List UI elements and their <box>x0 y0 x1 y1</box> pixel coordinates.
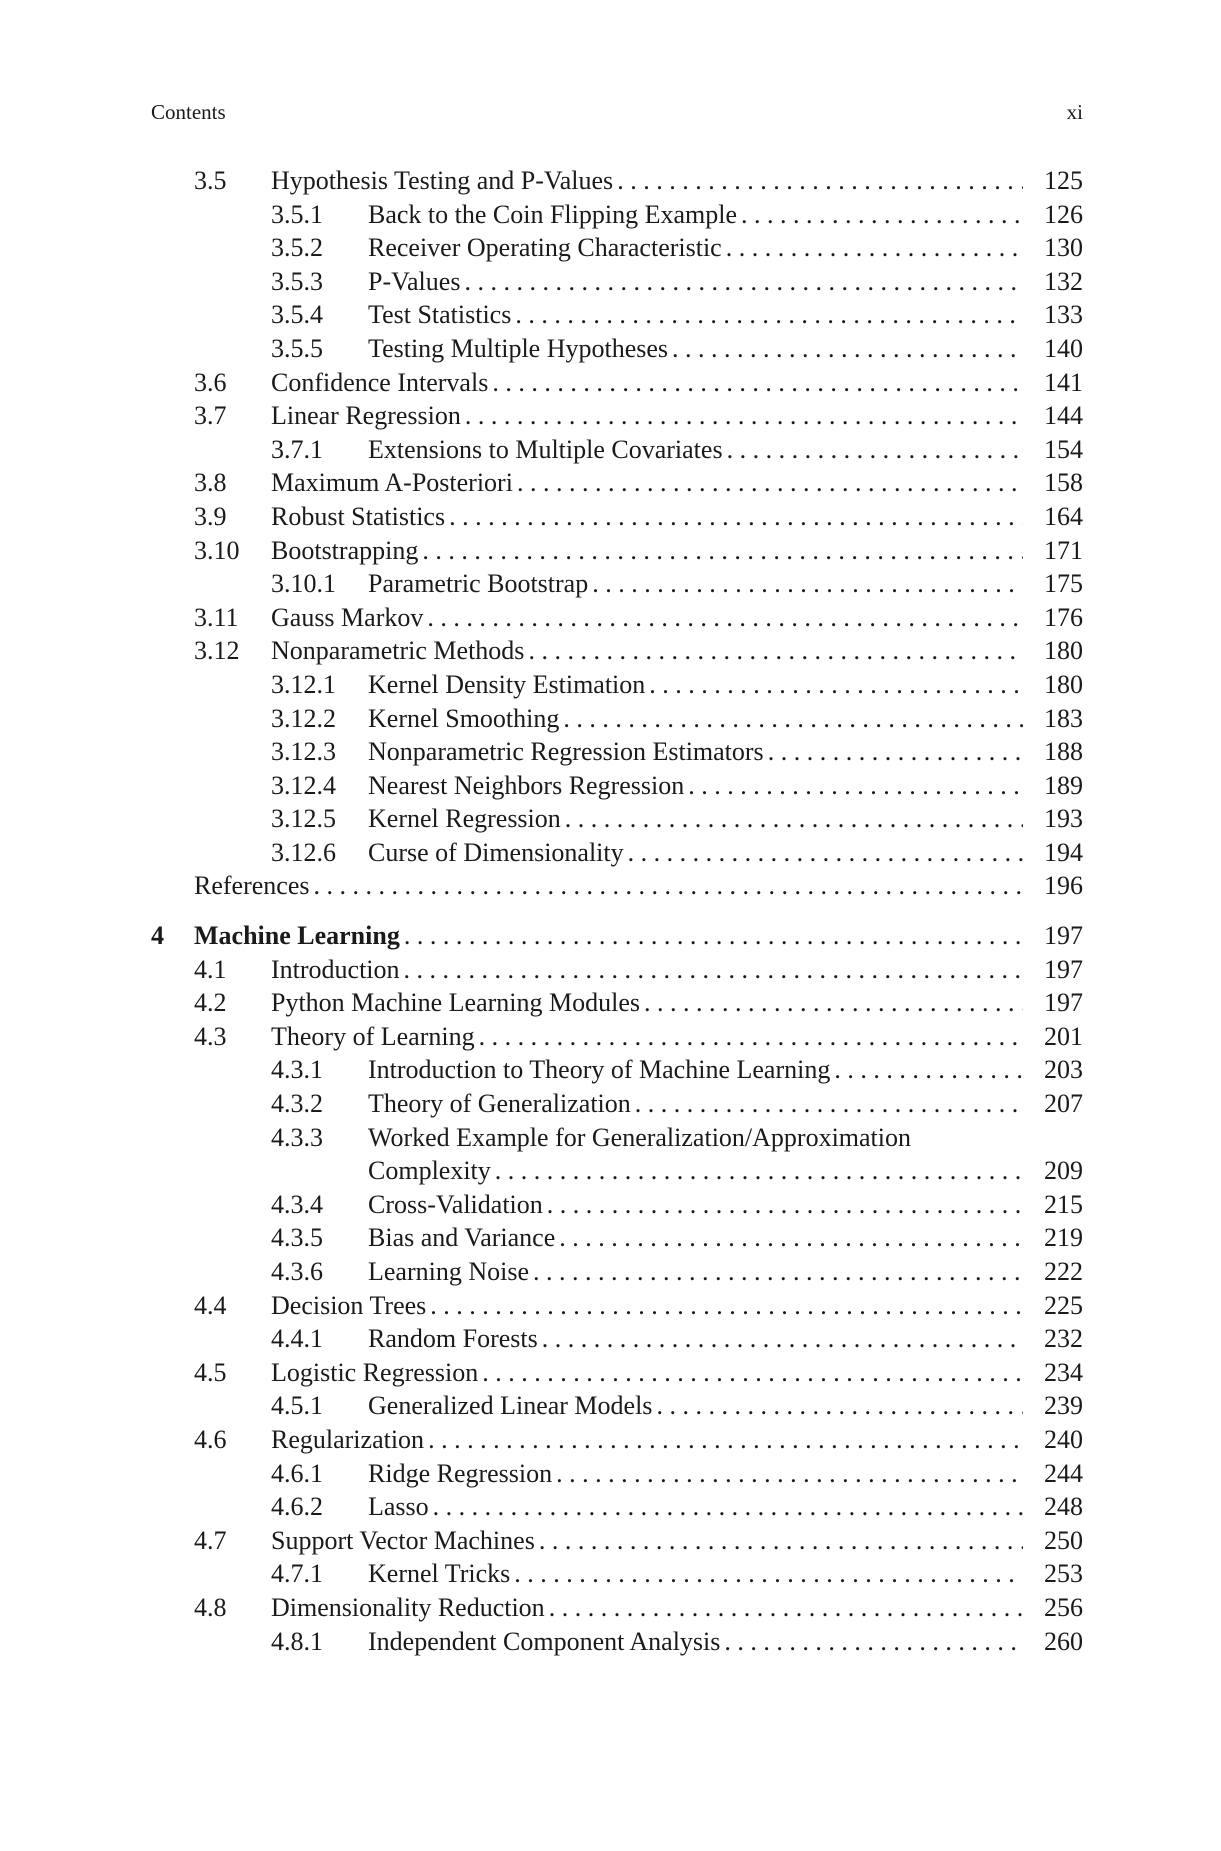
toc-entry-page: 256 <box>1044 1592 1083 1622</box>
dot-leader <box>768 735 1023 769</box>
dot-leader <box>649 668 1023 702</box>
toc-entry[interactable] <box>151 668 1083 702</box>
toc-entry-title: References <box>194 871 310 901</box>
toc-entry[interactable] <box>151 1053 1083 1087</box>
toc-entry-body <box>194 919 1083 953</box>
toc-entry-body <box>271 366 1083 400</box>
toc-entry-number: 3.11 <box>194 602 239 632</box>
dot-leader <box>592 567 1023 601</box>
toc-entry-page: 196 <box>1044 871 1083 901</box>
toc-entry-page: 193 <box>1044 804 1083 834</box>
toc-entry-body <box>271 1356 1083 1390</box>
toc-entry-page: 234 <box>1044 1357 1083 1387</box>
toc-entry-page: 154 <box>1044 434 1083 464</box>
toc-entry-body <box>368 802 1083 836</box>
dot-leader <box>565 802 1023 836</box>
dot-leader <box>427 601 1023 635</box>
toc-entry-page: 253 <box>1044 1559 1083 1589</box>
dot-leader <box>433 1490 1023 1524</box>
toc-entry-page: 219 <box>1044 1223 1083 1253</box>
toc-entry-body <box>368 836 1083 870</box>
toc-entry[interactable] <box>151 1591 1083 1625</box>
toc-entry-body <box>368 1053 1083 1087</box>
toc-entry-number: 4.5 <box>194 1357 227 1387</box>
toc-entry-page: 197 <box>1044 988 1083 1018</box>
dot-leader <box>547 1188 1023 1222</box>
toc-entry[interactable] <box>151 1087 1083 1121</box>
toc-entry-number: 4.3.5 <box>271 1223 323 1253</box>
toc-entry-number: 4.3.1 <box>271 1055 323 1085</box>
toc-entry-body <box>368 668 1083 702</box>
toc-entry-title: Nonparametric Methods <box>271 636 525 666</box>
dot-leader <box>515 298 1023 332</box>
toc-entry-body <box>368 702 1083 736</box>
toc-entry-page: 158 <box>1044 468 1083 498</box>
toc-entry-body <box>368 1625 1083 1659</box>
dot-leader <box>422 534 1023 568</box>
toc-entry-body <box>368 735 1083 769</box>
dot-leader <box>556 1457 1023 1491</box>
toc-entry[interactable] <box>151 601 1083 635</box>
toc-entry-page: 144 <box>1044 401 1083 431</box>
toc-entry-title: Parametric Bootstrap <box>368 569 589 599</box>
toc-entry-page: 164 <box>1044 501 1083 531</box>
toc-entry-body <box>368 433 1083 467</box>
toc-entry-title: Curse of Dimensionality <box>368 837 624 867</box>
toc-entry-number: 4.4.1 <box>271 1324 323 1354</box>
toc-entry-body <box>271 534 1083 568</box>
toc-entry-page: 232 <box>1044 1324 1083 1354</box>
toc-entry-body <box>271 634 1083 668</box>
toc-entry[interactable] <box>151 366 1083 400</box>
toc-entry[interactable] <box>151 634 1083 668</box>
toc-entry-title: Receiver Operating Characteristic <box>368 233 722 263</box>
toc-entry-body <box>271 601 1083 635</box>
toc-entry-body <box>271 500 1083 534</box>
toc-entry-title: Kernel Smoothing <box>368 703 560 733</box>
toc-entry-number: 4.8.1 <box>271 1626 323 1656</box>
toc-entry-title: Learning Noise <box>368 1257 530 1286</box>
toc-entry-title: Confidence Intervals <box>271 367 489 397</box>
dot-leader <box>559 1221 1023 1255</box>
toc-entry[interactable] <box>151 1457 1083 1491</box>
toc-entry[interactable] <box>151 332 1083 366</box>
toc-entry[interactable] <box>151 1557 1083 1591</box>
toc-chapter-entry[interactable] <box>151 919 1083 953</box>
toc-entry-title: Bootstrapping <box>271 535 419 565</box>
dot-leader <box>635 1087 1023 1121</box>
toc-entry-number: 3.5.4 <box>271 300 323 330</box>
toc-entry-continuation[interactable] <box>151 1154 1083 1188</box>
dot-leader <box>430 1289 1023 1323</box>
toc-entry[interactable] <box>151 802 1083 836</box>
dot-leader <box>688 769 1023 803</box>
toc-entry[interactable] <box>151 1490 1083 1524</box>
toc-entry-number: 3.12.2 <box>271 703 336 733</box>
dot-leader <box>528 634 1023 668</box>
toc-entry-number: 3.9 <box>194 501 227 531</box>
dot-leader <box>428 1423 1023 1457</box>
toc-entry[interactable] <box>151 1322 1083 1356</box>
toc-entry-number: 4.3.2 <box>271 1089 323 1119</box>
toc-entry-page: 201 <box>1044 1021 1083 1051</box>
toc-entry-page: 203 <box>1044 1055 1083 1085</box>
toc-entry-page: 175 <box>1044 569 1083 599</box>
toc-entry-body <box>368 769 1083 803</box>
toc-entry-title: Kernel Density Estimation <box>368 669 646 699</box>
toc-entry-body <box>368 298 1083 332</box>
toc-entry-number: 3.6 <box>194 367 227 397</box>
toc-entry-body <box>271 1591 1083 1625</box>
toc-entry-number: 3.10 <box>194 535 240 565</box>
toc-entry-page: 189 <box>1044 770 1083 800</box>
page-number: xi <box>1066 100 1083 124</box>
toc-entry-page: 171 <box>1044 535 1083 565</box>
toc-entry-page: 222 <box>1044 1257 1083 1286</box>
toc-entry[interactable] <box>151 198 1083 232</box>
dot-leader <box>464 265 1023 299</box>
toc-entry[interactable] <box>151 1121 1083 1155</box>
toc-entry-body <box>368 1221 1083 1255</box>
toc-entry-title: Hypothesis Testing and P-Values <box>271 166 614 195</box>
toc-entry-number: 4.3.3 <box>271 1122 323 1152</box>
toc-entry-page: 188 <box>1044 737 1083 767</box>
toc-entry-number: 4.4 <box>194 1290 227 1320</box>
toc-entry-page: 225 <box>1044 1290 1083 1320</box>
toc-entry-number: 3.10.1 <box>271 569 336 599</box>
dot-leader <box>834 1053 1023 1087</box>
toc-entry[interactable] <box>151 1524 1083 1558</box>
toc-entry[interactable] <box>151 1188 1083 1222</box>
toc-entry-number: 3.12.5 <box>271 804 336 834</box>
toc-entry[interactable] <box>151 735 1083 769</box>
toc-entry[interactable] <box>151 1020 1083 1054</box>
toc-entry[interactable] <box>151 1356 1083 1390</box>
toc-entry-number: 3.7.1 <box>271 434 323 464</box>
toc-entry[interactable] <box>151 702 1083 736</box>
toc-entry-page: 239 <box>1044 1391 1083 1421</box>
dot-leader <box>724 1625 1023 1659</box>
dot-leader <box>313 869 1023 903</box>
toc-entry-page: 244 <box>1044 1458 1083 1488</box>
toc-entry-title: Bias and Variance <box>368 1223 556 1253</box>
toc-entry-number: 3.5.2 <box>271 233 323 263</box>
dot-leader <box>628 836 1023 870</box>
toc-entry-body <box>368 332 1083 366</box>
toc-entry-body <box>368 198 1083 232</box>
toc-entry-title-continued: Complexity <box>368 1156 491 1186</box>
dot-leader <box>726 231 1023 265</box>
toc-entry-number: 4.3 <box>194 1021 227 1051</box>
toc-entry-number: 4.3.4 <box>271 1189 323 1219</box>
toc-entry-number: 3.5 <box>194 166 227 195</box>
table-of-contents <box>151 164 1083 1658</box>
toc-entry-body <box>368 1255 1083 1289</box>
toc-entry[interactable] <box>151 953 1083 987</box>
dot-leader <box>563 702 1023 736</box>
dot-leader <box>549 1591 1023 1625</box>
toc-entry-page: 141 <box>1044 367 1083 397</box>
toc-entry[interactable] <box>151 567 1083 601</box>
toc-entry-title: Testing Multiple Hypotheses <box>368 333 669 363</box>
toc-entry-number: 3.5.1 <box>271 199 323 229</box>
toc-entry-number: 4.8 <box>194 1592 227 1622</box>
toc-entry-title: Kernel Regression <box>368 804 561 834</box>
toc-entry-number: 3.12.3 <box>271 737 336 767</box>
toc-entry-page: 180 <box>1044 669 1083 699</box>
toc-entry-page: 180 <box>1044 636 1083 666</box>
dot-leader <box>404 953 1023 987</box>
dot-leader <box>533 1255 1023 1289</box>
toc-entry-body <box>271 953 1083 987</box>
dot-leader <box>404 919 1023 953</box>
dot-leader <box>672 332 1023 366</box>
toc-entry-title: Logistic Regression <box>271 1357 479 1387</box>
toc-entry-number: 3.8 <box>194 468 227 498</box>
toc-entry-title: Python Machine Learning Modules <box>271 988 640 1018</box>
toc-entry-body <box>368 1121 1083 1155</box>
toc-entry-body <box>368 567 1083 601</box>
running-head <box>151 98 1083 126</box>
toc-entry[interactable] <box>151 1389 1083 1423</box>
dot-leader <box>644 986 1023 1020</box>
toc-entry-page: 130 <box>1044 233 1083 263</box>
toc-entry-title: Cross-Validation <box>368 1189 543 1219</box>
toc-entry[interactable] <box>151 500 1083 534</box>
toc-entry[interactable] <box>151 1289 1083 1323</box>
toc-entry-page: 133 <box>1044 300 1083 330</box>
dot-leader <box>514 1557 1023 1591</box>
toc-entry-title: Introduction <box>271 954 400 984</box>
toc-entry-page: 125 <box>1044 166 1083 195</box>
toc-entry-number: 4.2 <box>194 988 227 1018</box>
toc-entry-page: 250 <box>1044 1525 1083 1555</box>
toc-entry-body <box>368 1154 1083 1188</box>
toc-entry-title: Ridge Regression <box>368 1458 553 1488</box>
toc-entry-number: 3.5.3 <box>271 266 323 296</box>
toc-entry-number: 3.5.5 <box>271 333 323 363</box>
toc-entry-number: 4.1 <box>194 954 227 984</box>
toc-entry-body <box>368 231 1083 265</box>
toc-entry-page: 197 <box>1044 921 1083 951</box>
dot-leader <box>517 466 1023 500</box>
toc-entry-title: Dimensionality Reduction <box>271 1592 545 1622</box>
toc-entry-title: Nearest Neighbors Regression <box>368 770 685 800</box>
dot-leader <box>492 366 1023 400</box>
toc-entry-title: Extensions to Multiple Covariates <box>368 434 723 464</box>
dot-leader <box>617 164 1023 198</box>
toc-entry-title: Lasso <box>368 1492 429 1522</box>
toc-entry-title: P-Values <box>368 266 461 296</box>
toc-entry-page: 240 <box>1044 1424 1083 1454</box>
toc-entry-title: Random Forests <box>368 1324 538 1354</box>
toc-entry-number: 4.5.1 <box>271 1391 323 1421</box>
dot-leader <box>727 433 1023 467</box>
toc-entry-title: Test Statistics <box>368 300 512 330</box>
toc-entry-page: 183 <box>1044 703 1083 733</box>
toc-entry[interactable] <box>151 466 1083 500</box>
toc-entry[interactable] <box>151 534 1083 568</box>
toc-entry-title: Theory of Learning <box>271 1021 475 1051</box>
toc-entry-body <box>271 164 1083 198</box>
toc-entry-title: Worked Example for Generalization/Approximation <box>368 1122 912 1152</box>
toc-entry-body <box>368 1490 1083 1524</box>
toc-entry[interactable] <box>151 231 1083 265</box>
toc-entry-title: Independent Component Analysis <box>368 1626 721 1656</box>
toc-entry-number: 4.6.2 <box>271 1492 323 1522</box>
toc-entry-page: 215 <box>1044 1189 1083 1219</box>
toc-entry[interactable] <box>151 298 1083 332</box>
toc-entry-title: Support Vector Machines <box>271 1525 535 1555</box>
toc-entry-body <box>271 1289 1083 1323</box>
toc-entry-body <box>271 1020 1083 1054</box>
toc-entry-title: Regularization <box>271 1424 425 1454</box>
toc-entry-title: Decision Trees <box>271 1290 427 1320</box>
dot-leader <box>542 1322 1023 1356</box>
dot-leader <box>465 399 1023 433</box>
toc-entry-number: 3.12.4 <box>271 770 336 800</box>
toc-entry-body <box>271 1423 1083 1457</box>
toc-entry-page: 140 <box>1044 333 1083 363</box>
toc-entry-body <box>368 1389 1083 1423</box>
toc-entry-title: Theory of Generalization <box>368 1089 631 1119</box>
toc-entry-body <box>368 1457 1083 1491</box>
toc-entry-body <box>271 986 1083 1020</box>
toc-entry-page: 132 <box>1044 266 1083 296</box>
toc-entry-page: 260 <box>1044 1626 1083 1656</box>
toc-entry-title: Kernel Tricks <box>368 1559 511 1589</box>
toc-entry-title: Back to the Coin Flipping Example <box>368 199 738 229</box>
toc-entry-page: 176 <box>1044 602 1083 632</box>
toc-entry-title: Gauss Markov <box>271 602 424 632</box>
toc-entry-title: Nonparametric Regression Estimators <box>368 737 764 767</box>
toc-entry-number: 3.7 <box>194 401 227 431</box>
toc-entry-page: 248 <box>1044 1492 1083 1522</box>
toc-entry[interactable] <box>151 869 1083 903</box>
toc-entry[interactable] <box>151 265 1083 299</box>
toc-entry-body <box>368 265 1083 299</box>
toc-entry-title: Introduction to Theory of Machine Learning <box>368 1055 831 1085</box>
toc-entry-title: Maximum A-Posteriori <box>271 468 513 498</box>
toc-entry-page: 126 <box>1044 199 1083 229</box>
toc-entry-number: 4 <box>151 921 164 951</box>
toc-entry[interactable] <box>151 164 1083 198</box>
toc-entry-body <box>368 1557 1083 1591</box>
dot-leader <box>656 1389 1023 1423</box>
toc-entry-body <box>271 399 1083 433</box>
dot-leader <box>741 198 1023 232</box>
toc-entry[interactable] <box>151 769 1083 803</box>
toc-entry-page: 197 <box>1044 954 1083 984</box>
toc-entry[interactable] <box>151 1423 1083 1457</box>
toc-entry-body <box>271 466 1083 500</box>
toc-entry-number: 3.12.1 <box>271 669 336 699</box>
toc-entry-page: 194 <box>1044 837 1083 867</box>
toc-entry-title: Generalized Linear Models <box>368 1391 653 1421</box>
toc-entry-number: 4.6 <box>194 1424 227 1454</box>
toc-entry-number: 3.12.6 <box>271 837 336 867</box>
toc-entry[interactable] <box>151 1221 1083 1255</box>
toc-entry-body <box>271 1524 1083 1558</box>
toc-entry[interactable] <box>151 399 1083 433</box>
toc-entry-number: 4.7.1 <box>271 1559 323 1589</box>
toc-entry-number: 4.6.1 <box>271 1458 323 1488</box>
toc-entry[interactable] <box>151 986 1083 1020</box>
running-head-title: Contents <box>151 100 226 124</box>
dot-leader <box>479 1020 1023 1054</box>
dot-leader <box>495 1154 1023 1188</box>
toc-entry-number: 4.3.6 <box>271 1257 323 1286</box>
toc-entry-body <box>368 1087 1083 1121</box>
toc-entry-number: 4.7 <box>194 1525 227 1555</box>
toc-entry-number: 3.12 <box>194 636 240 666</box>
toc-entry-title: Machine Learning <box>194 921 400 951</box>
toc-entry-title: Linear Regression <box>271 401 461 431</box>
toc-entry-body <box>368 1188 1083 1222</box>
toc-entry[interactable] <box>151 433 1083 467</box>
dot-leader <box>449 500 1023 534</box>
toc-entry[interactable] <box>151 836 1083 870</box>
toc-entry-body <box>194 869 1083 903</box>
toc-entry-title: Robust Statistics <box>271 501 446 531</box>
toc-entry-page: 207 <box>1044 1089 1083 1119</box>
toc-entry[interactable] <box>151 1625 1083 1659</box>
toc-entry-body <box>368 1322 1083 1356</box>
dot-leader <box>539 1524 1023 1558</box>
dot-leader <box>482 1356 1023 1390</box>
toc-entry[interactable] <box>151 1255 1083 1289</box>
toc-entry-page: 209 <box>1044 1156 1083 1186</box>
